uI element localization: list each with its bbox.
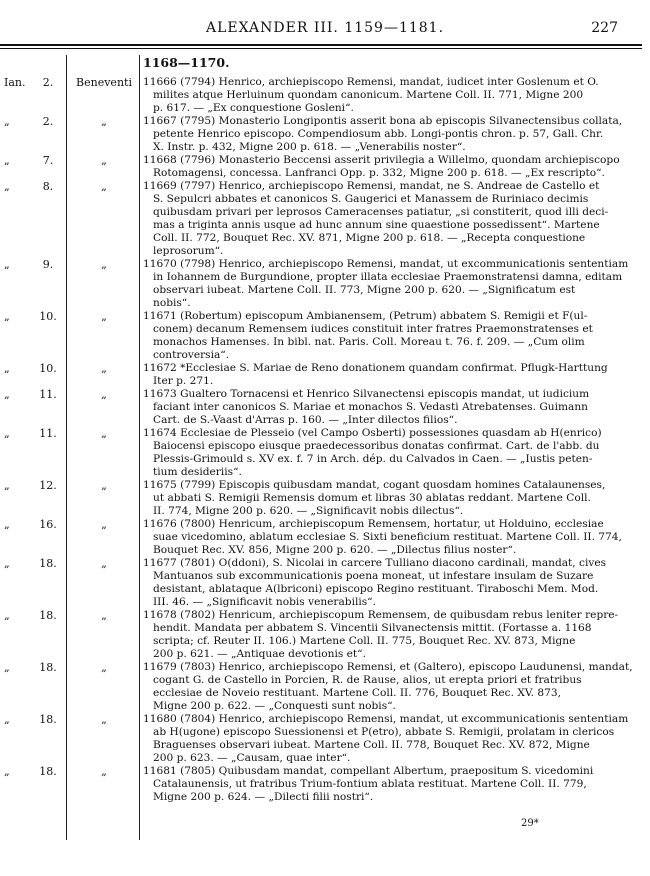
entry-place: „: [101, 310, 107, 323]
entry-line: 11678 (7802) Henricum, archiepiscopum Remensem, de quibusdam rebus leniter repre-: [143, 609, 619, 621]
entry-line: 200 p. 623. — „Causam, quae inter“.: [153, 752, 351, 764]
entry-day: 2.: [42, 115, 54, 128]
entry-day: 16.: [39, 518, 57, 531]
entry-line: hendit. Mandata per abbatem S. Vincentii Silvanectensis mittit. (Fortasse a. 1168: [153, 622, 592, 634]
entry-place: „: [101, 557, 107, 570]
entry-month: „: [4, 180, 10, 193]
register-entry: [0, 557, 650, 609]
entry-line: 11672 *Ecclesiae S. Mariae de Reno donationem quandam confirmat. Pflugk-Harttung: [143, 362, 608, 374]
entry-month: „: [4, 115, 10, 128]
entry-place: „: [101, 661, 107, 674]
entry-month: „: [4, 609, 10, 622]
register-entry: [0, 479, 650, 518]
entry-line: 11675 (7799) Episcopis quibusdam mandat, cogant quosdam homines Catalaunenses,: [143, 479, 606, 491]
entry-line: monachos Hamenses. In bibl. nat. Paris. Coll. Moreau t. 76. f. 209. — „Cum olim: [153, 336, 585, 348]
entry-month: „: [4, 518, 10, 531]
entry-place: „: [101, 518, 107, 531]
entry-line: cogant G. de Castello in Porcien, R. de Rause, alios, ut erepta priori et fratribus: [153, 674, 582, 686]
entry-day: 18.: [39, 661, 57, 674]
entry-text: [143, 557, 638, 609]
entry-line: Baiocensi episcopo eiusque praedecessoribus donatas confirmat. Cart. de l'abb. du: [153, 440, 600, 452]
entry-text: [143, 765, 638, 804]
entry-day: 18.: [39, 609, 57, 622]
entry-line: quibusdam privari per leprosos Cameracenses patiatur, „si constiterit, quod illi deci-: [153, 206, 609, 218]
entry-month: „: [4, 479, 10, 492]
entry-line: III. 46. — „Significavit nobis venerabilis“.: [153, 596, 376, 608]
register-entry: [0, 180, 650, 258]
entry-text: [143, 310, 638, 362]
register-entry: [0, 76, 650, 115]
entry-line: II. 774, Migne 200 p. 620. — „Significavit nobis dilectus“.: [153, 505, 464, 517]
entry-line: petente Henrico episcopo. Compendiosum abb. Longi-pontis chron. p. 57, Gall. Chr.: [153, 128, 604, 140]
signature-mark: 29*: [521, 818, 539, 829]
entry-line: Cart. de S.-Vaast d'Arras p. 160. — „Inter dilectos filios“.: [153, 414, 458, 426]
entry-text: [143, 76, 638, 115]
entry-line: 11670 (7798) Henrico, archiepiscopo Remensi, mandat, ut excommunicationis sententiam: [143, 258, 629, 270]
register-entry: [0, 388, 650, 427]
entry-text: [143, 479, 638, 518]
entry-line: controversia“.: [153, 349, 230, 361]
entry-place: „: [101, 479, 107, 492]
entry-text: [143, 258, 638, 310]
entry-month: Ian.: [4, 76, 26, 89]
entry-line: suae vicedomino, ablatum ecclesiae S. Sixti beneficium restituat. Martene Coll. II. 774,: [153, 531, 622, 543]
entry-day: 7.: [42, 154, 54, 167]
entry-line: Migne 200 p. 622. — „Conquesti sunt nobis“.: [153, 700, 396, 712]
entry-place: „: [101, 765, 107, 778]
entry-line: p. 617. — „Ex conquestione Gosleni“.: [153, 102, 354, 114]
entry-line: 11666 (7794) Henrico, archiepiscopo Remensi, mandat, iudicet inter Goslenum et O.: [143, 76, 599, 88]
entry-place: „: [101, 180, 107, 193]
register-entry: [0, 154, 650, 180]
entry-line: Coll. II. 772, Bouquet Rec. XV. 871, Migne 200 p. 618. — „Recepta conquestione: [153, 232, 586, 244]
entry-line: Migne 200 p. 624. — „Dilecti filii nostri“.: [153, 791, 374, 803]
entry-place: „: [101, 713, 107, 726]
entry-line: 11668 (7796) Monasterio Beccensi asserit privilegia a Willelmo, quondam archiepiscopo: [143, 154, 620, 166]
entry-line: Mantuanos sub excommunicationis poena moneat, ut infestare insulam de Suzare: [153, 570, 594, 582]
entry-text: [143, 180, 638, 258]
entry-month: „: [4, 362, 10, 375]
entry-line: Plessis-Grimould s. XV ex. f. 7 in Arch. dép. du Calvados in Caen. — „Iustis peten-: [153, 453, 593, 465]
entry-line: observari iubeat. Martene Coll. II. 773, Migne 200 p. 620. — „Significatum est: [153, 284, 576, 296]
entry-line: desistant, ablataque A(lbriconi) episcopo Regino restituant. Tiraboschi Mem. Mod.: [153, 583, 599, 595]
entry-line: ecclesiae de Noveio restituant. Martene Coll. II. 776, Bouquet Rec. XV. 873,: [153, 687, 561, 699]
page-number: 227: [591, 20, 618, 36]
entry-line: Catalaunensis, ut fratribus Trium-fontium ablata restituat. Martene Coll. II. 779,: [153, 778, 587, 790]
entry-month: „: [4, 713, 10, 726]
entry-line: 11673 Gualtero Tornacensi et Henrico Silvanectensi episcopis mandat, ut iudicium: [143, 388, 590, 400]
entry-line: in Iohannem de Burgundione, propter illata ecclesiae Praemonstratensi damna, editam: [153, 271, 623, 283]
entry-text: [143, 427, 638, 479]
header-rule-thick: [0, 44, 642, 46]
entry-day: 18.: [39, 713, 57, 726]
entry-place: „: [101, 388, 107, 401]
entry-text: [143, 661, 638, 713]
register-entry: [0, 258, 650, 310]
entry-line: 11680 (7804) Henrico, archiepiscopo Remensi, mandat, ut excommunicationis sententiam: [143, 713, 629, 725]
register-entry: [0, 609, 650, 661]
entry-line: 11671 (Robertum) episcopum Ambianensem, (Petrum) abbatem S. Remigii et F(ul-: [143, 310, 588, 322]
entry-place: Beneventi: [76, 76, 132, 89]
entry-day: 18.: [39, 765, 57, 778]
register-entry: [0, 427, 650, 479]
register-entry: [0, 661, 650, 713]
entry-line: leprosorum“.: [153, 245, 224, 257]
entry-line: 11681 (7805) Quibusdam mandat, compellant Albertum, praepositum S. vicedomini: [143, 765, 594, 777]
entry-text: [143, 518, 638, 557]
entry-day: 18.: [39, 557, 57, 570]
entry-line: 11676 (7800) Henricum, archiepiscopum Remensem, hortatur, ut Holduino, ecclesiae: [143, 518, 604, 530]
entry-text: [143, 115, 638, 154]
entry-text: [143, 154, 638, 180]
entry-line: 11667 (7795) Monasterio Longipontis asserit bona ab episcopis Silvanectensibus collata,: [143, 115, 623, 127]
entry-day: 10.: [39, 362, 57, 375]
entry-day: 2.: [42, 76, 54, 89]
register-entry: [0, 765, 650, 804]
register-entry: [0, 115, 650, 154]
entry-line: 11669 (7797) Henrico, archiepiscopo Remensi, mandat, ne S. Andreae de Castello et: [143, 180, 600, 192]
entry-line: 11674 Ecclesiae de Plesseio (vel Campo Osberti) possessiones quasdam ab H(enrico): [143, 427, 602, 439]
entry-place: „: [101, 427, 107, 440]
entry-line: mas a triginta annis usque ad hunc annum sine quaestione possedissent“. Martene: [153, 219, 600, 231]
entry-text: [143, 388, 638, 427]
register-entries: [0, 76, 650, 804]
entry-line: ut abbati S. Remigii Remensis domum et libras 30 ablatas reddant. Martene Coll.: [153, 492, 591, 504]
entry-line: tium desideriis“.: [153, 466, 242, 478]
entry-place: „: [101, 258, 107, 271]
entry-month: „: [4, 661, 10, 674]
entry-line: S. Sepulcri abbates et canonicos S. Gaugerici et Manassem de Ruriniaco decimis: [153, 193, 589, 205]
entry-line: 11679 (7803) Henrico, archiepiscopo Remensi, et (Galtero), episcopo Laudunensi, mandat,: [143, 661, 633, 673]
entry-day: 11.: [39, 427, 57, 440]
entry-line: scripta; cf. Reuter II. 106.) Martene Coll. II. 775, Bouquet Rec. XV. 873, Migne: [153, 635, 576, 647]
entry-text: [143, 713, 638, 765]
entry-month: „: [4, 310, 10, 323]
entry-day: 9.: [42, 258, 54, 271]
entry-place: „: [101, 115, 107, 128]
entry-line: Bouquet Rec. XV. 856, Migne 200 p. 620. — „Dilectus filius noster“.: [153, 544, 517, 556]
entry-month: „: [4, 557, 10, 570]
entry-month: „: [4, 388, 10, 401]
entry-line: nobis“.: [153, 297, 191, 309]
entry-line: conem) decanum Remensem iudices constituit inter fratres Praemonstratenses et: [153, 323, 593, 335]
entry-line: Braguenses observari iubeat. Martene Coll. II. 778, Bouquet Rec. XV. 872, Migne: [153, 739, 590, 751]
entry-day: 12.: [39, 479, 57, 492]
entry-day: 8.: [42, 180, 54, 193]
entry-line: milites atque Herluinum quondam canonicum. Martene Coll. II. 771, Migne 200: [153, 89, 584, 101]
entry-month: „: [4, 154, 10, 167]
register-entry: [0, 518, 650, 557]
register-entry: [0, 713, 650, 765]
entry-text: [143, 609, 638, 661]
entry-line: X. Instr. p. 432, Migne 200 p. 618. — „Venerabilis noster“.: [153, 141, 466, 153]
entry-month: „: [4, 427, 10, 440]
entry-line: Rotomagensi, concessa. Lanfranci Opp. p. 332, Migne 200 p. 618. — „Ex rescripto“.: [153, 167, 605, 179]
entry-text: [143, 362, 638, 388]
entry-place: „: [101, 154, 107, 167]
register-entry: [0, 362, 650, 388]
header-rule-thin: [0, 48, 642, 49]
entry-place: „: [101, 362, 107, 375]
entry-line: 11677 (7801) O(ddoni), S. Nicolai in carcere Tulliano diacono cardinali, mandat, cives: [143, 557, 607, 569]
entry-day: 10.: [39, 310, 57, 323]
entry-place: „: [101, 609, 107, 622]
entry-line: Iter p. 271.: [153, 375, 214, 387]
entry-month: „: [4, 258, 10, 271]
entry-month: „: [4, 765, 10, 778]
entry-line: faciant inter canonicos S. Mariae et monachos S. Vedasti Atrebatenses. Guimann: [153, 401, 589, 413]
page-header: [0, 0, 650, 50]
entry-day: 11.: [39, 388, 57, 401]
entry-line: ab H(ugone) episcopo Suessionensi et P(etro), abbate S. Remigii, prolatam in clericos: [153, 726, 615, 738]
date-range-heading: 1168—1170.: [143, 55, 230, 70]
register-entry: [0, 310, 650, 362]
running-title: ALEXANDER III. 1159—1181.: [205, 20, 445, 36]
entry-line: 200 p. 621. — „Antiquae devotionis et“.: [153, 648, 366, 660]
